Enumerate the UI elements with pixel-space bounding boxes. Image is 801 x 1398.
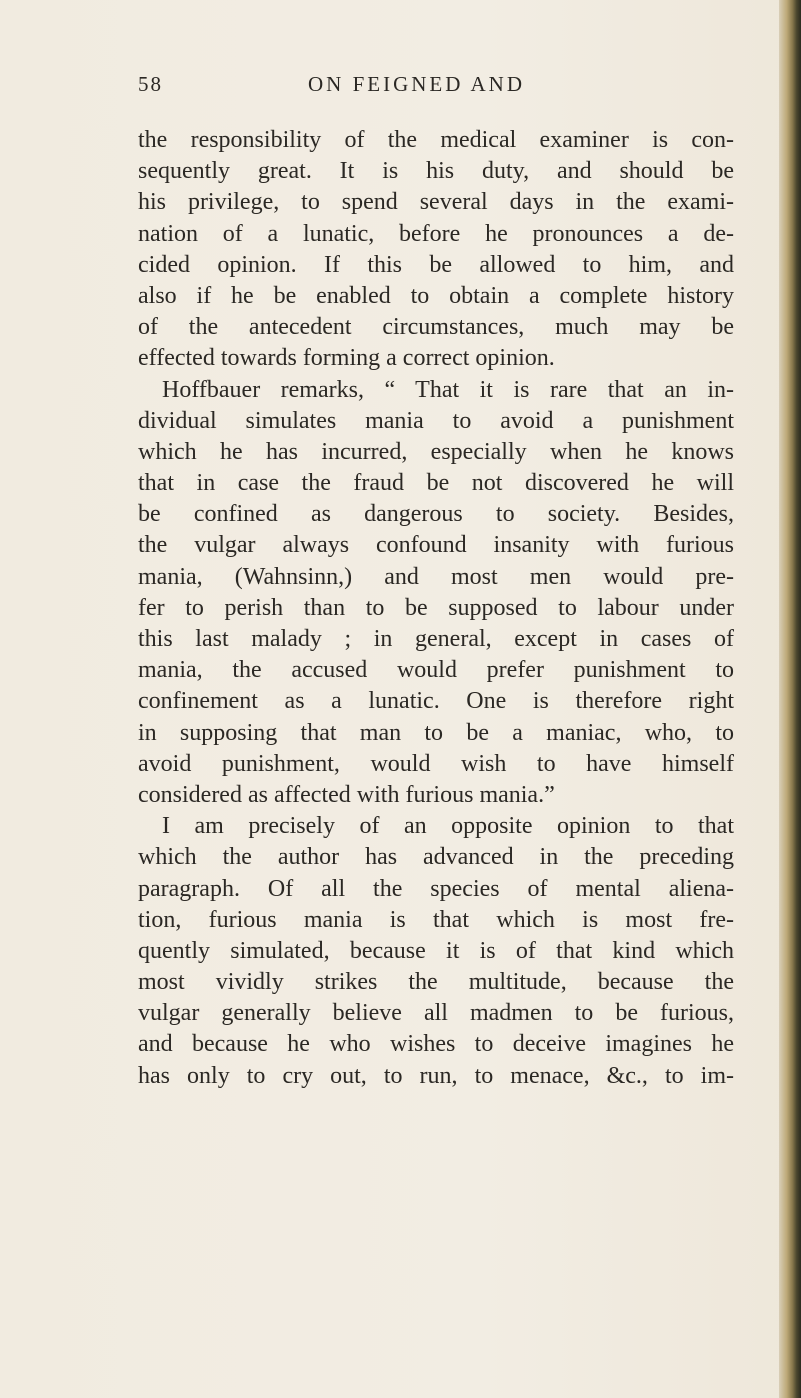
text-line: vulgar generally believe all madmen to be furious,	[138, 1000, 734, 1027]
text-line: most vividly strikes the multitude, because the	[138, 969, 734, 996]
text-line: paragraph. Of all the species of mental aliena-	[138, 875, 734, 902]
text-line: which the author has advanced in the preceding	[138, 844, 734, 871]
text-line: Hoffbauer remarks, “ That it is rare that an in-	[162, 376, 734, 403]
text-line: be confined as dangerous to society. Besides,	[138, 501, 734, 528]
running-head: ON FEIGNED AND	[308, 72, 525, 96]
text-line: has only to cry out, to run, to menace, &c., to im-	[138, 1062, 734, 1089]
text-line: of the antecedent circumstances, much may be	[138, 314, 734, 341]
body-text	[138, 125, 734, 1092]
page-header	[138, 72, 734, 102]
text-line: fer to perish than to be supposed to labour under	[138, 594, 734, 621]
text-line: cided opinion. If this be allowed to him, and	[138, 251, 734, 278]
text-line: and because he who wishes to deceive imagines he	[138, 1031, 734, 1058]
text-line: quently simulated, because it is of that kind which	[138, 937, 734, 964]
text-line: considered as affected with furious mania.”	[138, 781, 555, 808]
text-line: his privilege, to spend several days in the exami-	[138, 189, 734, 216]
text-line: also if he be enabled to obtain a complete history	[138, 282, 734, 309]
page-gutter-edge	[779, 0, 801, 1398]
text-line: nation of a lunatic, before he pronounces a de-	[138, 220, 734, 247]
text-line: the responsibility of the medical examiner is con-	[138, 127, 734, 153]
text-line: the vulgar always confound insanity with furious	[138, 532, 734, 559]
text-line: avoid punishment, would wish to have himself	[138, 750, 734, 777]
text-line: confinement as a lunatic. One is therefore right	[138, 688, 734, 715]
text-line: this last malady ; in general, except in cases of	[138, 626, 734, 652]
text-line: mania, the accused would prefer punishment to	[138, 657, 734, 684]
text-line: that in case the fraud be not discovered he will	[138, 470, 734, 497]
text-line: sequently great. It is his duty, and should be	[138, 158, 734, 185]
text-line: which he has incurred, especially when he knows	[138, 438, 734, 465]
text-line: effected towards forming a correct opinion.	[138, 345, 555, 372]
text-line: mania, (Wahnsinn,) and most men would pre-	[138, 563, 734, 590]
text-line: tion, furious mania is that which is most fre-	[138, 906, 734, 933]
text-line: I am precisely of an opposite opinion to that	[162, 813, 734, 840]
text-line: in supposing that man to be a maniac, who, to	[138, 719, 734, 746]
page-number: 58	[138, 72, 163, 96]
text-line: dividual simulates mania to avoid a punishment	[138, 407, 734, 434]
